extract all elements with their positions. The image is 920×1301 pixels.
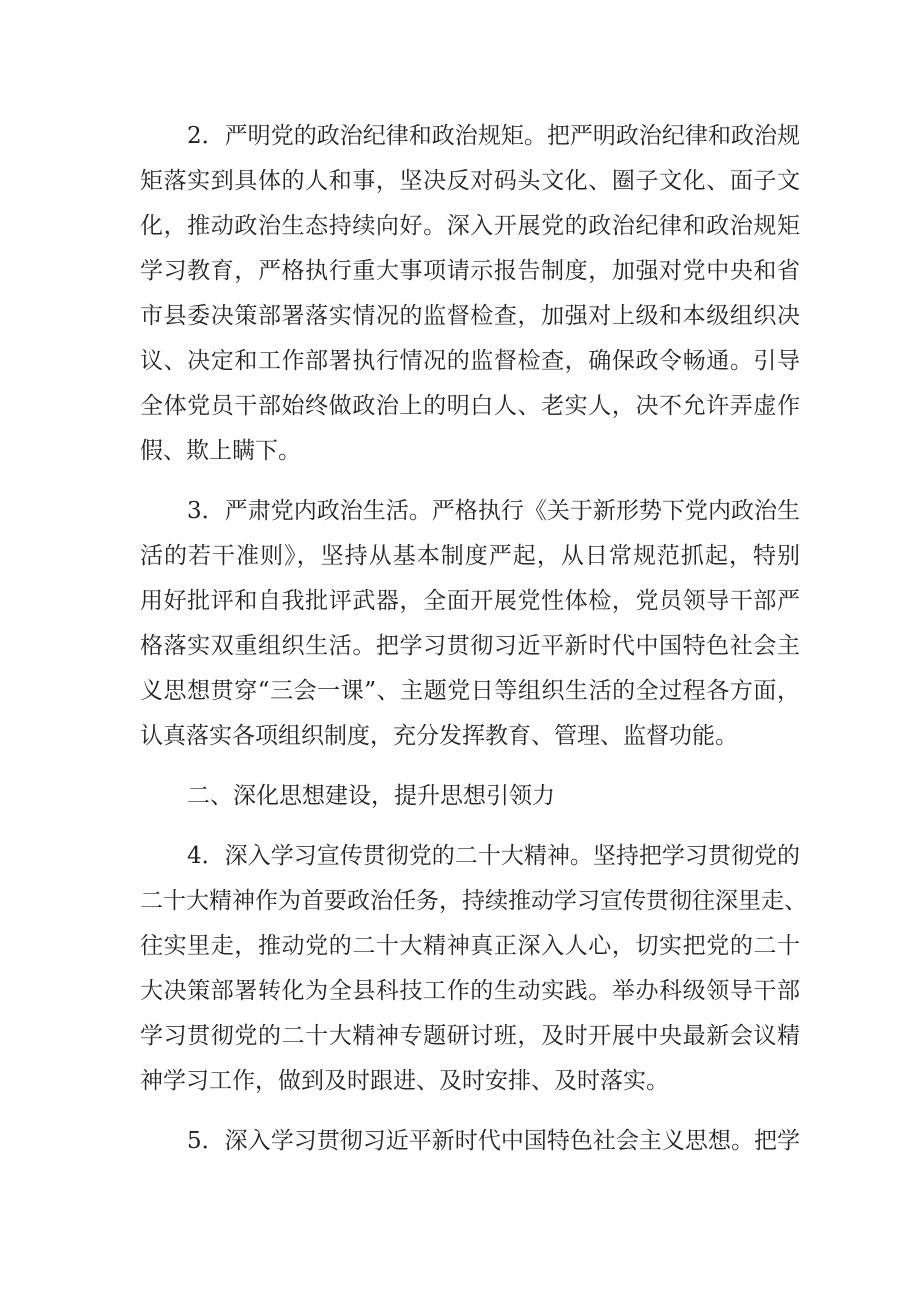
paragraph-3-line: 义思想贯穿“三会一课”、主题党日等组织生活的全过程各方面， — [140, 678, 800, 704]
paragraph-4-heading-line: 4．深入学习宣传贯彻党的二十大精神。坚持把学习贯彻党的 — [187, 843, 800, 869]
paragraph-5-heading-line: 5．深入学习贯彻习近平新时代中国特色社会主义思想。把学 — [187, 1128, 800, 1154]
paragraph-4-line: 往实里走，推动党的二十大精神真正深入人心，切实把党的二十 — [140, 933, 800, 959]
paragraph-4-line: 神学习工作，做到及时跟进、及时安排、及时落实。 — [140, 1068, 669, 1094]
paragraph-4-line: 学习贯彻党的二十大精神专题研讨班，及时开展中央最新会议精 — [140, 1023, 800, 1049]
paragraph-3-line: 格落实双重组织生活。把学习贯彻习近平新时代中国特色社会主 — [140, 633, 800, 659]
paragraph-3-line: 用好批评和自我批评武器，全面开展党性体检，党员领导干部严 — [140, 588, 800, 614]
paragraph-2-line: 学习教育，严格执行重大事项请示报告制度，加强对党中央和省 — [140, 258, 800, 284]
paragraph-2-line: 全体党员干部始终做政治上的明白人、老实人，决不允许弄虚作 — [140, 393, 800, 419]
paragraph-3-heading-line: 3．严肃党内政治生活。严格执行《关于新形势下党内政治生 — [187, 498, 800, 524]
paragraph-2-line: 假、欺上瞒下。 — [140, 438, 301, 464]
section-heading: 二、深化思想建设，提升思想引领力 — [187, 783, 555, 809]
paragraph-2-line: 化，推动政治生态持续向好。深入开展党的政治纪律和政治规矩 — [140, 213, 800, 239]
paragraph-2-line: 矩落实到具体的人和事，坚决反对码头文化、圈子文化、面子文 — [140, 168, 800, 194]
paragraph-4-line: 二十大精神作为首要政治任务，持续推动学习宣传贯彻往深里走、 — [140, 888, 807, 914]
paragraph-3-line: 活的若干准则》，坚持从基本制度严起，从日常规范抓起，特别 — [140, 543, 800, 569]
paragraph-2-heading-line: 2．严明党的政治纪律和政治规矩。把严明政治纪律和政治规 — [187, 123, 800, 149]
paragraph-2-line: 议、决定和工作部署执行情况的监督检查，确保政令畅通。引导 — [140, 348, 800, 374]
paragraph-4-line: 大决策部署转化为全县科技工作的生动实践。举办科级领导干部 — [140, 978, 800, 1004]
paragraph-2-line: 市县委决策部署落实情况的监督检查，加强对上级和本级组织决 — [140, 303, 800, 329]
paragraph-3-line: 认真落实各项组织制度，充分发挥教育、管理、监督功能。 — [140, 723, 738, 749]
